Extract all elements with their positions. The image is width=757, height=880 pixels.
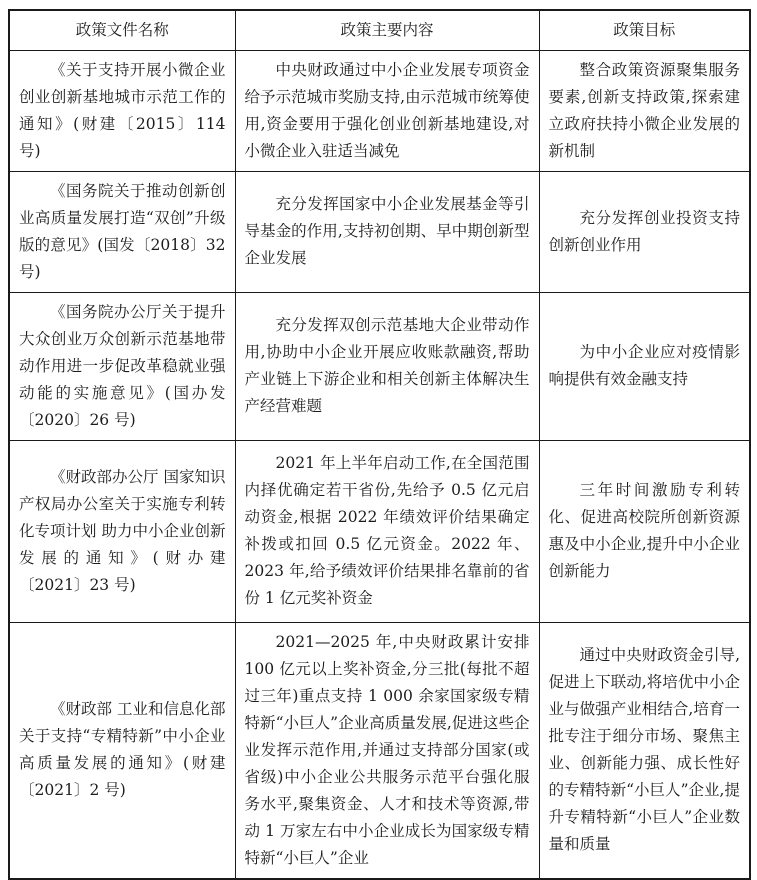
- policy-goal-cell: [539, 292, 750, 440]
- table-row: [9, 171, 750, 292]
- policy-table: [8, 9, 751, 880]
- policy-content-text: 中央财政通过中小企业发展专项资金给予示范城市奖励支持,由示范城市统筹使用,资金要用于强化创业创新基地建设,对小微企业入驻适当减免: [244, 60, 530, 160]
- policy-name-cell: [9, 440, 235, 622]
- policy-name-text: 《国务院关于推动创新创业高质量发展打造“双创”升级版的意见》(国发〔2018〕32 号): [19, 181, 226, 281]
- policy-name-cell: [9, 292, 235, 440]
- policy-content-cell: [235, 171, 539, 292]
- policy-content-cell: [235, 440, 539, 622]
- table-row: [9, 622, 750, 879]
- policy-content-text: 2021—2025 年,中央财政累计安排 100 亿元以上奖补资金,分三批(每批不超过三年)重点支持 1 000 余家国家级专精特新“小巨人”企业高质量发展,促进这些企业发挥示范作用,并通过支持部分国家(或省级)中小企业公共服务示范平台强化服务水平,聚集资金、人才和技术等资源,带动 1 万家左右中小企业成长为国家级专精特新“小巨人”企业: [244, 632, 530, 867]
- policy-name-text: 《关于支持开展小微企业创业创新基地城市示范工作的通知》(财建〔2015〕114 号): [19, 60, 226, 160]
- policy-name-cell: [9, 622, 235, 879]
- column-header-policy-goal: 政策目标: [539, 10, 750, 50]
- column-header-policy-name: 政策文件名称: [9, 10, 235, 50]
- policy-goal-cell: [539, 440, 750, 622]
- policy-name-text: 《国务院办公厅关于提升大众创业万众创新示范基地带动作用进一步促改革稳就业强动能的实施意见》(国办发〔2020〕26 号): [19, 302, 226, 429]
- policy-goal-text: 为中小企业应对疫情影响提供有效金融支持: [548, 343, 740, 388]
- policy-goal-text: 通过中央财政资金引导,促进上下联动,将培优中小企业与做强产业相结合,培育一批专注于细分市场、聚焦主业、创新能力强、成长性好的专精特新“小巨人”企业,提升专精特新“小巨人”企业数量和质量: [548, 646, 740, 853]
- policy-goal-cell: [539, 171, 750, 292]
- policy-name-cell: [9, 50, 235, 171]
- column-header-policy-content: 政策主要内容: [235, 10, 539, 50]
- policy-goal-text: 三年时间激励专利转化、促进高校院所创新资源惠及中小企业,提升中小企业创新能力: [548, 481, 740, 580]
- policy-goal-cell: [539, 622, 750, 879]
- table-header-row: [9, 10, 750, 50]
- table-row: [9, 50, 750, 171]
- policy-content-cell: [235, 50, 539, 171]
- policy-goal-cell: [539, 50, 750, 171]
- policy-goal-text: 整合政策资源聚集服务要素,创新支持政策,探索建立政府扶持小微企业发展的新机制: [548, 60, 740, 160]
- table-row: [9, 440, 750, 622]
- table-row: [9, 292, 750, 440]
- policy-content-cell: [235, 622, 539, 879]
- policy-goal-text: 充分发挥创业投资支持创新创业作用: [548, 208, 740, 254]
- policy-content-text: 充分发挥国家中小企业发展基金等引导基金的作用,支持初创期、早中期创新型企业发展: [244, 195, 530, 267]
- policy-name-cell: [9, 171, 235, 292]
- policy-content-text: 充分发挥双创示范基地大企业带动作用,协助中小企业开展应收账款融资,帮助产业链上下游企业和相关创新主体解决生产经营难题: [244, 316, 530, 415]
- policy-name-text: 《财政部 工业和信息化部关于支持“专精特新”中小企业高质量发展的通知》(财建〔2021〕2 号): [19, 700, 226, 799]
- policy-name-text: 《财政部办公厅 国家知识产权局办公室关于实施专利转化专项计划 助力中小企业创新发展的通知》(财办建〔2021〕23 号): [19, 467, 226, 594]
- policy-content-text: 2021 年上半年启动工作,在全国范围内择优确定若干省份,先给予 0.5 亿元启动资金,根据 2022 年绩效评价结果确定补拨或扣回 0.5 亿元资金。2022 年、2023 年,给予绩效评价结果排名靠前的省份 1 亿元奖补资金: [244, 454, 530, 607]
- policy-content-cell: [235, 292, 539, 440]
